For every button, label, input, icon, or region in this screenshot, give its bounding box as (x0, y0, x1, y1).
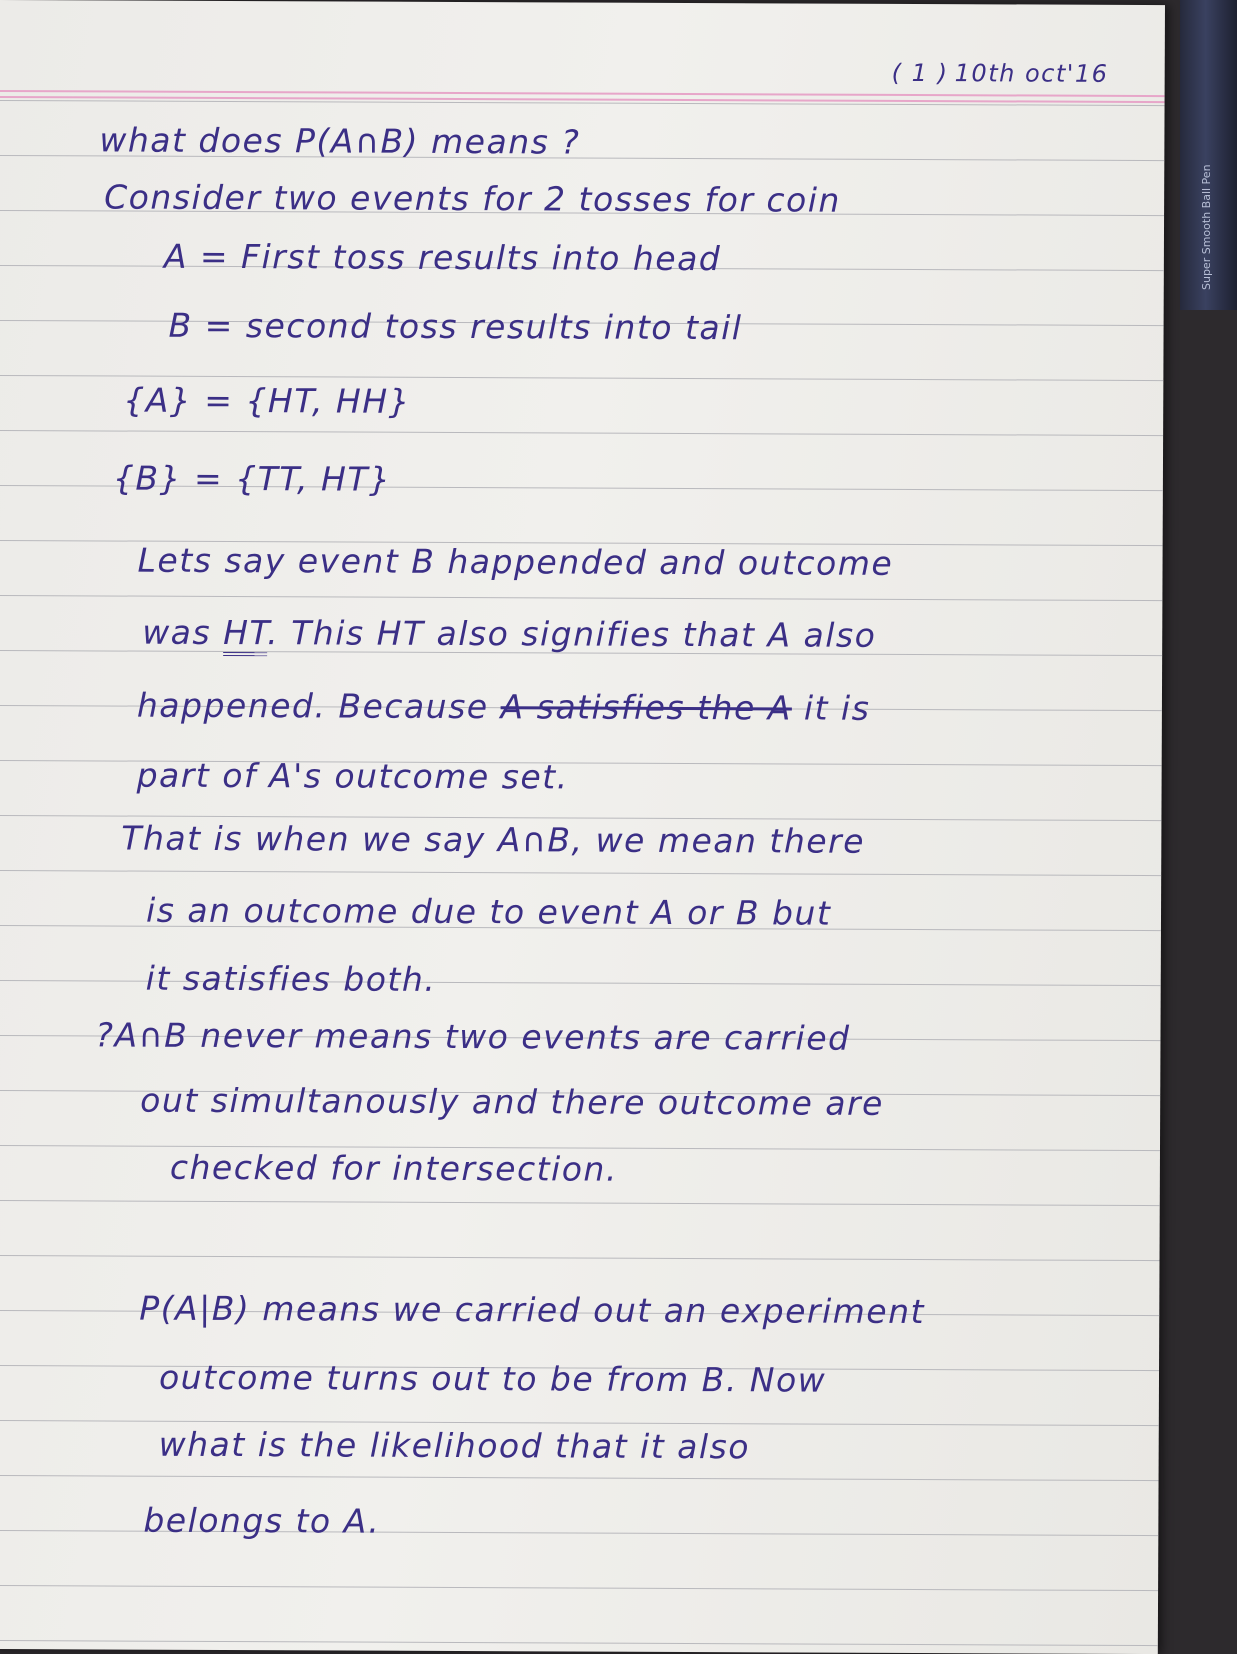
note-line (142, 613, 876, 655)
note-line: ?A∩B never means two events are carried (95, 1015, 851, 1058)
note-line: out simultanously and there outcome are (140, 1080, 884, 1123)
ruled-line (0, 1255, 1160, 1261)
pen-label: Super Smooth Ball Pen (1200, 164, 1213, 290)
page-number-value: 1 (911, 58, 929, 88)
ruled-line (0, 1200, 1160, 1206)
note-line: P(A|B) means we carried out an experiment (139, 1288, 926, 1332)
note-text: was (142, 612, 224, 652)
note-line (137, 686, 871, 728)
note-line: outcome turns out to be from B. Now (158, 1357, 827, 1400)
note-line: what is the likelihood that it also (158, 1424, 751, 1467)
note-line: part of A's outcome set. (136, 755, 569, 797)
note-line: is an outcome due to event A or B but (145, 890, 832, 933)
note-text: . This HT also signifies that A also (267, 613, 877, 655)
ruled-line (0, 595, 1162, 601)
note-text: happened. Because (136, 685, 501, 727)
ruled-line (0, 870, 1161, 876)
struck-out-text: A satisfies the A (500, 687, 792, 728)
underlined-text: HT (223, 613, 267, 656)
ruled-line (0, 1640, 1158, 1646)
note-line: A = First toss results into head (163, 236, 722, 279)
ruled-lines (0, 0, 1165, 5)
note-line: Consider two events for 2 tosses for coin (104, 177, 841, 220)
ruled-line (0, 1585, 1158, 1591)
note-text: it is (791, 688, 871, 728)
note-line: it satisfies both. (145, 958, 437, 999)
ruled-line (0, 430, 1163, 436)
note-line: checked for intersection. (169, 1147, 618, 1189)
note-line: {B} = {TT, HT} (112, 458, 392, 499)
note-line: B = second toss results into tail (168, 305, 743, 348)
ruled-line (0, 1475, 1159, 1481)
note-line: That is when we say A∩B, we mean there (121, 818, 866, 861)
page-number: ( 1 ) (891, 58, 949, 88)
note-line: belongs to A. (143, 1500, 381, 1541)
note-line: Lets say event B happended and outcome (137, 540, 894, 583)
note-line: {A} = {HT, HH} (123, 380, 412, 421)
page-date: 10th oct'16 (954, 59, 1109, 88)
note-line: what does P(A∩B) means ? (99, 120, 581, 162)
